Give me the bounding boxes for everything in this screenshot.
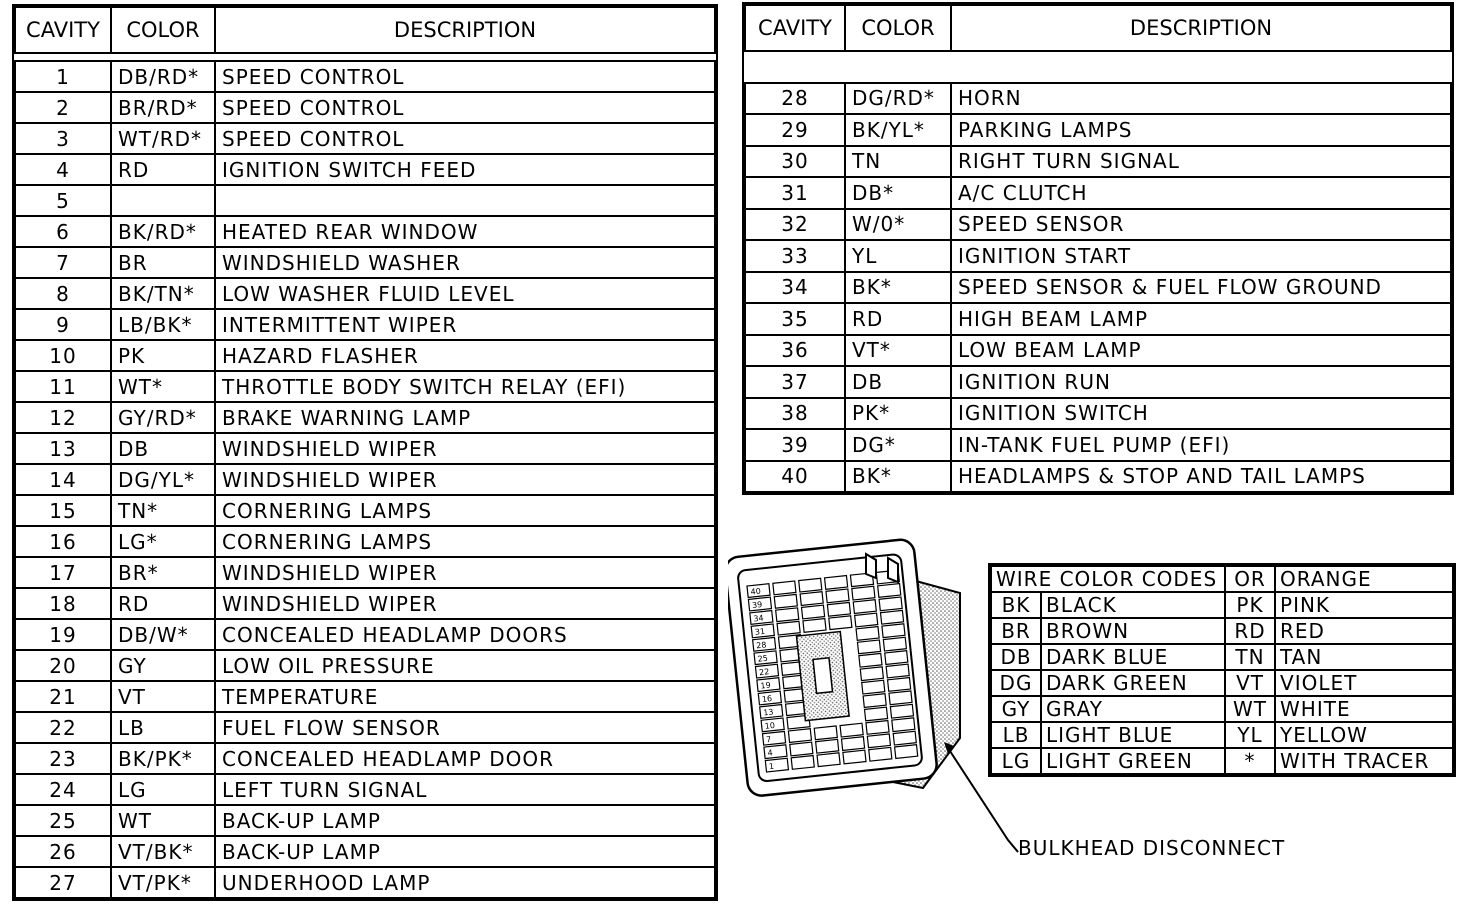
wire-color: BK*	[845, 272, 951, 304]
table-row	[15, 340, 715, 371]
code-abbr: TN	[1225, 644, 1275, 670]
connector-pin-number: 28	[755, 640, 767, 651]
wire-code-row	[991, 670, 1453, 696]
code-name: WHITE	[1275, 696, 1453, 722]
wire-color: DB	[111, 433, 215, 464]
connector-pin-cell	[777, 621, 800, 635]
connector-pin-cell	[863, 694, 886, 708]
wire-color: PK*	[845, 398, 951, 430]
table-row	[745, 461, 1451, 493]
connector-pin-cell	[882, 624, 905, 638]
wire-code-row	[991, 644, 1453, 670]
cavity-number: 6	[15, 216, 111, 247]
cavity-number: 10	[15, 340, 111, 371]
circuit-description: WINDSHIELD WIPER	[215, 433, 715, 464]
header-cavity: CAVITY	[745, 5, 845, 51]
table-row	[15, 619, 715, 650]
code-name: RED	[1275, 618, 1453, 644]
table-row	[15, 526, 715, 557]
circuit-description: SPEED CONTROL	[215, 123, 715, 154]
wire-color: VT*	[845, 335, 951, 367]
cavity-number: 37	[745, 366, 845, 398]
connector-pin-cell	[855, 613, 878, 627]
wire-color: GY	[111, 650, 215, 681]
table-row	[15, 402, 715, 433]
wire-color: RD	[111, 588, 215, 619]
table-row	[15, 650, 715, 681]
wire-color: RD	[111, 154, 215, 185]
circuit-description: WINDSHIELD WIPER	[215, 588, 715, 619]
code-abbr: RD	[1225, 618, 1275, 644]
circuit-description: WINDSHIELD WASHER	[215, 247, 715, 278]
table-row	[15, 433, 715, 464]
cavity-number: 19	[15, 619, 111, 650]
cavity-number: 5	[15, 185, 111, 216]
connector-pin-cell	[825, 576, 848, 590]
connector-pin-cell	[800, 592, 823, 606]
code-abbr: DB	[991, 644, 1041, 670]
circuit-description: LEFT TURN SIGNAL	[215, 774, 715, 805]
wire-color: DB/RD*	[111, 61, 215, 92]
code-abbr: BR	[991, 618, 1041, 644]
wire-color: TN	[845, 146, 951, 178]
code-name: WITH TRACER	[1275, 748, 1453, 774]
wire-color: RD	[845, 303, 951, 335]
connector-pin-cell	[788, 729, 811, 743]
wire-color: BK*	[845, 461, 951, 493]
connector-pin-cell	[867, 734, 890, 748]
cavity-number: 30	[745, 146, 845, 178]
circuit-description: CORNERING LAMPS	[215, 526, 715, 557]
connector-pin-number: 22	[758, 667, 770, 678]
table-row	[15, 278, 715, 309]
connector-pin-cell	[853, 600, 876, 614]
connector-pin-cell	[791, 756, 814, 770]
connector-pin-number: 40	[750, 586, 762, 597]
code-name: YELLOW	[1275, 722, 1453, 748]
connector-pin-cell	[843, 750, 866, 764]
table-row	[745, 114, 1451, 146]
circuit-description: THROTTLE BODY SWITCH RELAY (EFI)	[215, 371, 715, 402]
cavity-number: 29	[745, 114, 845, 146]
connector-pin-cell	[776, 608, 799, 622]
connector-pin-cell	[866, 721, 889, 735]
cavity-number: 14	[15, 464, 111, 495]
connector-pin-cell	[774, 594, 797, 608]
code-name: BLACK	[1041, 592, 1225, 618]
circuit-description: BACK-UP LAMP	[215, 836, 715, 867]
table-row	[15, 92, 715, 123]
connector-pin-number: 4	[767, 748, 774, 758]
table-row	[15, 588, 715, 619]
circuit-description: IGNITION RUN	[951, 366, 1451, 398]
cavity-number: 12	[15, 402, 111, 433]
wire-color: VT	[111, 681, 215, 712]
circuit-description: PARKING LAMPS	[951, 114, 1451, 146]
code-name: VIOLET	[1275, 670, 1453, 696]
cavity-number: 32	[745, 209, 845, 241]
connector-pin-cell	[892, 718, 915, 732]
connector-pin-cell	[886, 664, 909, 678]
table-row	[745, 240, 1451, 272]
circuit-description: CONCEALED HEADLAMP DOOR	[215, 743, 715, 774]
code-abbr: GY	[991, 696, 1041, 722]
code-name: TAN	[1275, 644, 1453, 670]
code-abbr: BK	[991, 592, 1041, 618]
connector-pin-cell	[826, 589, 849, 603]
circuit-description: SPEED CONTROL	[215, 61, 715, 92]
code-abbr: OR	[1225, 566, 1275, 592]
cavity-number: 25	[15, 805, 111, 836]
circuit-description: INTERMITTENT WIPER	[215, 309, 715, 340]
wire-color: WT*	[111, 371, 215, 402]
circuit-description: IGNITION SWITCH FEED	[215, 154, 715, 185]
cavity-number: 28	[745, 83, 845, 115]
connector-pin-cell	[856, 627, 879, 641]
circuit-description: FUEL FLOW SENSOR	[215, 712, 715, 743]
connector-pin-number: 19	[760, 680, 772, 691]
wire-color: TN*	[111, 495, 215, 526]
circuit-description: HEATED REAR WINDOW	[215, 216, 715, 247]
wire-codes-title: WIRE COLOR CODES	[991, 566, 1225, 592]
connector-pin-cell	[840, 723, 863, 737]
table-row	[745, 209, 1451, 241]
table-row	[15, 712, 715, 743]
connector-pin-number: 25	[757, 653, 769, 664]
cavity-number: 16	[15, 526, 111, 557]
connector-pin-number: 31	[754, 626, 766, 637]
cavity-number: 13	[15, 433, 111, 464]
circuit-description: IN-TANK FUEL PUMP (EFI)	[951, 429, 1451, 461]
cavity-number: 31	[745, 177, 845, 209]
wire-color: BK/YL*	[845, 114, 951, 146]
connector-pin-cell	[893, 731, 916, 745]
wire-code-row	[991, 592, 1453, 618]
table-row	[15, 836, 715, 867]
cavity-number: 2	[15, 92, 111, 123]
bulkhead-disconnect-label: BULKHEAD DISCONNECT	[1018, 836, 1286, 860]
connector-pin-cell	[773, 581, 796, 595]
wire-color: DB*	[845, 177, 951, 209]
code-abbr: WT	[1225, 696, 1275, 722]
table-row	[745, 146, 1451, 178]
table-row	[15, 805, 715, 836]
header-color: COLOR	[111, 7, 215, 53]
table-row	[745, 398, 1451, 430]
cavity-number: 21	[15, 681, 111, 712]
wire-color: DB	[845, 366, 951, 398]
table-row	[15, 371, 715, 402]
code-abbr: PK	[1225, 592, 1275, 618]
circuit-description: SPEED SENSOR	[951, 209, 1451, 241]
connector-pin-cell	[881, 610, 904, 624]
circuit-description: A/C CLUTCH	[951, 177, 1451, 209]
circuit-description: WINDSHIELD WIPER	[215, 557, 715, 588]
header-description: DESCRIPTION	[215, 7, 715, 53]
circuit-description: IGNITION SWITCH	[951, 398, 1451, 430]
cavity-number: 8	[15, 278, 111, 309]
connector-pin-cell	[878, 584, 901, 598]
connector-pin-cell	[799, 578, 822, 592]
header-description: DESCRIPTION	[951, 5, 1451, 51]
circuit-description: UNDERHOOD LAMP	[215, 867, 715, 898]
table-row	[15, 154, 715, 185]
wire-color: DB/W*	[111, 619, 215, 650]
table-row	[15, 867, 715, 898]
table-row	[745, 366, 1451, 398]
wire-color: LB	[111, 712, 215, 743]
wire-color: VT/PK*	[111, 867, 215, 898]
code-name: PINK	[1275, 592, 1453, 618]
wire-color: BK/PK*	[111, 743, 215, 774]
connector-pin-cell	[883, 637, 906, 651]
table-row	[15, 464, 715, 495]
code-name: LIGHT GREEN	[1041, 748, 1225, 774]
circuit-description: HORN	[951, 83, 1451, 115]
cavity-number: 22	[15, 712, 111, 743]
wire-color: LB/BK*	[111, 309, 215, 340]
wire-color: LG*	[111, 526, 215, 557]
connector-pin-number: 39	[751, 600, 763, 611]
cavity-number: 18	[15, 588, 111, 619]
connector-center-recess	[796, 632, 849, 721]
circuit-description: CORNERING LAMPS	[215, 495, 715, 526]
table-row	[15, 681, 715, 712]
wire-color: WT/RD*	[111, 123, 215, 154]
circuit-description: WINDSHIELD WIPER	[215, 464, 715, 495]
connector-pin-cell	[889, 691, 912, 705]
connector-pin-cell	[802, 605, 825, 619]
cavity-number: 9	[15, 309, 111, 340]
connector-pin-number: 1	[768, 761, 775, 772]
wire-code-row	[991, 722, 1453, 748]
code-abbr: YL	[1225, 722, 1275, 748]
circuit-description	[215, 185, 715, 216]
code-name: GRAY	[1041, 696, 1225, 722]
cavity-number: 33	[745, 240, 845, 272]
wire-color: VT/BK*	[111, 836, 215, 867]
circuit-description: SPEED SENSOR & FUEL FLOW GROUND	[951, 272, 1451, 304]
cavity-number: 7	[15, 247, 111, 278]
code-abbr: LB	[991, 722, 1041, 748]
wire-color: DG/RD*	[845, 83, 951, 115]
circuit-description: RIGHT TURN SIGNAL	[951, 146, 1451, 178]
connector-pin-cell	[860, 667, 883, 681]
table-row	[15, 123, 715, 154]
circuit-description: HIGH BEAM LAMP	[951, 303, 1451, 335]
wire-code-row	[991, 748, 1453, 774]
connector-pin-number: 7	[765, 734, 772, 745]
header-color: COLOR	[845, 5, 951, 51]
table-row	[745, 177, 1451, 209]
cavity-number: 35	[745, 303, 845, 335]
cavity-number: 4	[15, 154, 111, 185]
table-row	[745, 272, 1451, 304]
circuit-description: BACK-UP LAMP	[215, 805, 715, 836]
connector-pin-number: 10	[764, 720, 776, 731]
connector-pin-cell	[890, 704, 913, 718]
table-row	[15, 247, 715, 278]
connector-pin-cell	[841, 737, 864, 751]
circuit-description: SPEED CONTROL	[215, 92, 715, 123]
connector-pin-number: 13	[762, 707, 774, 718]
table-row	[15, 61, 715, 92]
cavity-number: 17	[15, 557, 111, 588]
wire-color	[111, 185, 215, 216]
connector-pin-cell	[895, 745, 918, 759]
code-abbr: *	[1225, 748, 1275, 774]
circuit-description: IGNITION START	[951, 240, 1451, 272]
circuit-description: LOW BEAM LAMP	[951, 335, 1451, 367]
code-name: ORANGE	[1275, 566, 1453, 592]
table-row	[745, 335, 1451, 367]
circuit-description: TEMPERATURE	[215, 681, 715, 712]
connector-pin-cell	[865, 707, 888, 721]
cavity-number: 3	[15, 123, 111, 154]
circuit-description: LOW OIL PRESSURE	[215, 650, 715, 681]
wire-color: BR*	[111, 557, 215, 588]
table-row	[745, 303, 1451, 335]
table-row	[15, 216, 715, 247]
connector-pin-cell	[862, 680, 885, 694]
code-abbr: LG	[991, 748, 1041, 774]
wire-color: BR	[111, 247, 215, 278]
connector-pin-cell	[803, 619, 826, 633]
cavity-number: 1	[15, 61, 111, 92]
connector-pin-cell	[816, 739, 839, 753]
connector-pin-cell	[859, 653, 882, 667]
connector-pin-number: 16	[761, 694, 773, 705]
wire-color: PK	[111, 340, 215, 371]
circuit-description: BRAKE WARNING LAMP	[215, 402, 715, 433]
code-abbr: VT	[1225, 670, 1275, 696]
connector-pin-cell	[869, 747, 892, 761]
connector-pin-number: 34	[753, 613, 765, 624]
cavity-number: 24	[15, 774, 111, 805]
cavity-table-right	[742, 2, 1454, 495]
code-name: LIGHT BLUE	[1041, 722, 1225, 748]
wire-code-row	[991, 618, 1453, 644]
table-row	[15, 185, 715, 216]
circuit-description: LOW WASHER FLUID LEVEL	[215, 278, 715, 309]
connector-pin-cell	[852, 586, 875, 600]
cavity-number: 38	[745, 398, 845, 430]
wire-color: BK/TN*	[111, 278, 215, 309]
wire-color: LG	[111, 774, 215, 805]
wire-color-codes-table	[988, 563, 1456, 777]
code-abbr: DG	[991, 670, 1041, 696]
table-row	[745, 83, 1451, 115]
cavity-number: 36	[745, 335, 845, 367]
code-name: DARK GREEN	[1041, 670, 1225, 696]
wire-color: DG*	[845, 429, 951, 461]
table-row	[15, 495, 715, 526]
cavity-number: 34	[745, 272, 845, 304]
connector-pin-cell	[829, 616, 852, 630]
table-row	[15, 557, 715, 588]
table-row	[745, 429, 1451, 461]
table-row	[15, 774, 715, 805]
cavity-number: 27	[15, 867, 111, 898]
code-name: DARK BLUE	[1041, 644, 1225, 670]
wire-code-row	[991, 696, 1453, 722]
cavity-number: 40	[745, 461, 845, 493]
cavity-number: 26	[15, 836, 111, 867]
connector-pin-cell	[888, 678, 911, 692]
connector-pin-cell	[885, 651, 908, 665]
connector-pin-cell	[879, 597, 902, 611]
table-row	[15, 743, 715, 774]
circuit-description: HAZARD FLASHER	[215, 340, 715, 371]
connector-pin-cell	[790, 742, 813, 756]
cavity-number: 23	[15, 743, 111, 774]
table-row	[15, 309, 715, 340]
wire-color: YL	[845, 240, 951, 272]
wire-color: DG/YL*	[111, 464, 215, 495]
wire-color: WT	[111, 805, 215, 836]
cavity-number: 11	[15, 371, 111, 402]
circuit-description: CONCEALED HEADLAMP DOORS	[215, 619, 715, 650]
cavity-number: 39	[745, 429, 845, 461]
code-name: BROWN	[1041, 618, 1225, 644]
cavity-number: 20	[15, 650, 111, 681]
wire-color: BR/RD*	[111, 92, 215, 123]
wire-color: GY/RD*	[111, 402, 215, 433]
circuit-description: HEADLAMPS & STOP AND TAIL LAMPS	[951, 461, 1451, 493]
connector-pin-cell	[827, 602, 850, 616]
wire-color: W/0*	[845, 209, 951, 241]
connector-pin-cell	[857, 640, 880, 654]
connector-pin-cell	[817, 753, 840, 767]
wire-color: BK/RD*	[111, 216, 215, 247]
header-cavity: CAVITY	[15, 7, 111, 53]
cavity-table-left	[12, 4, 718, 901]
connector-pin-cell	[814, 726, 837, 740]
cavity-number: 15	[15, 495, 111, 526]
